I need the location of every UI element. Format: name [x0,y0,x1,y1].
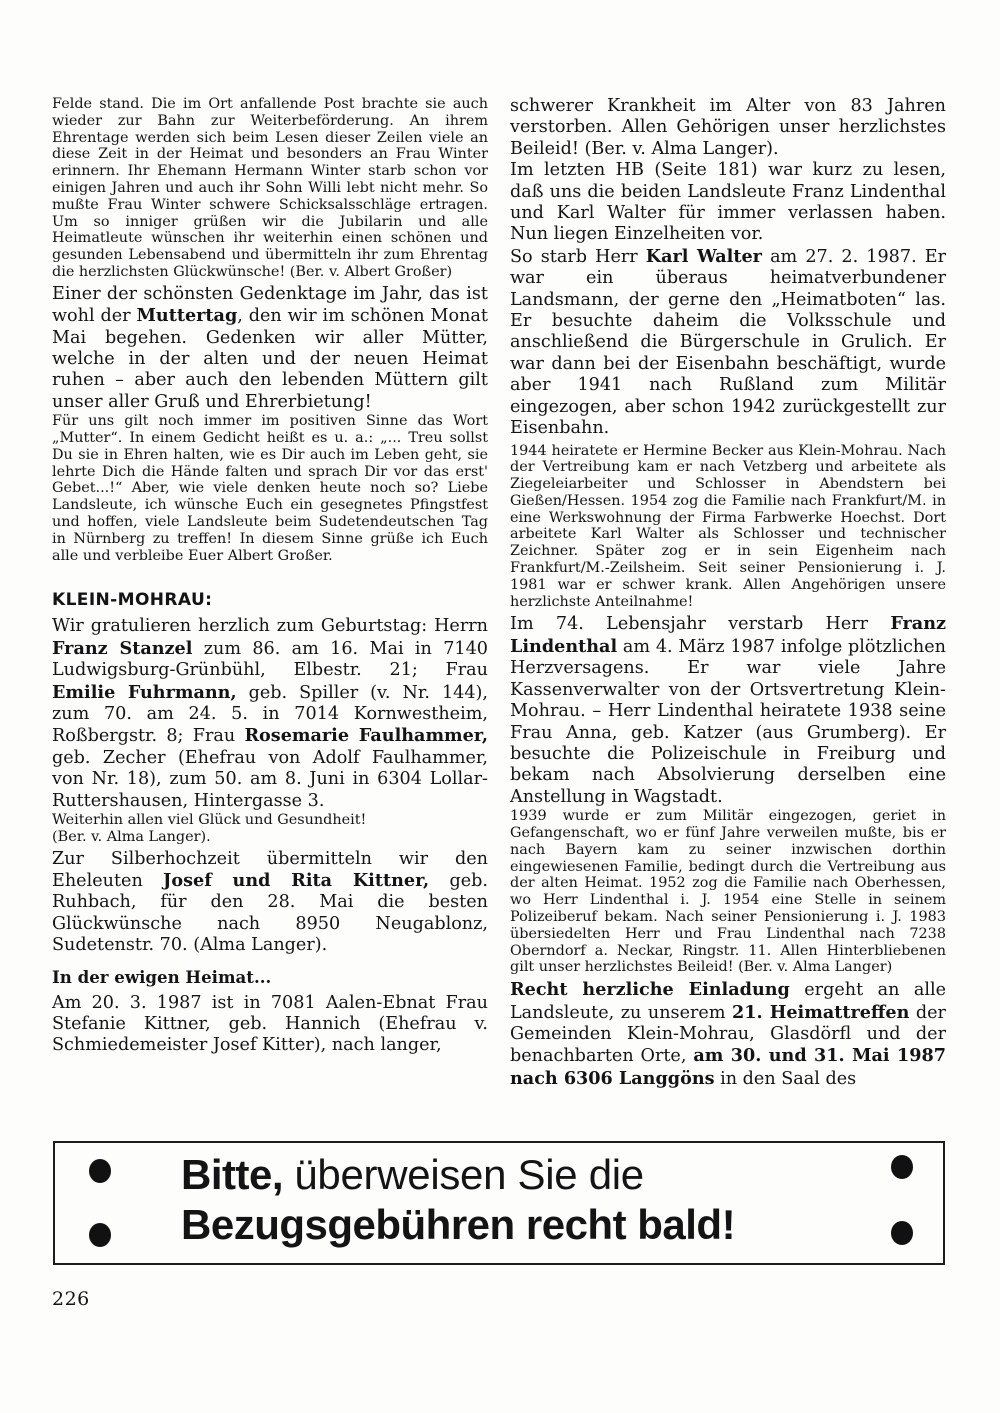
bullet-dot-icon [891,1155,913,1179]
paragraph-einladung: Recht herzliche Einladung ergeht an alle Landsleute, zu unserem 21. Heimattreffen der Gemeinden Klein-Mohrau, Glasdörfl und der benachbarten Orte, am 30. und 31. Mai 1987 nach 6306 Langgöns in den Saal des [510,979,946,1089]
paragraph-wuensche: Weiterhin allen viel Glück und Gesundheit! [52,812,367,829]
banner-line-1: Bitte, überweisen Sie die [181,1151,644,1198]
paragraph-bericht: (Ber. v. Alma Langer). [52,828,211,845]
paragraph-franz-lindenthal-details: 1939 wurde er zum Militär eingezogen, geriet in Gefangenschaft, wo er fünf Jahre verweilen mußte, bis er nach Bayern kam zu seiner inzwischen dorthin eingewiesenen Familie, bedingt durch die Vertreibung aus der alten Heimat. 1952 zog die Familie nach Oberhessen, wo Herr Lindenthal i. J. 1954 eine Stelle in seinem Polizeiberuf bekam. Nach seiner Pensionierung i. J. 1983 übersiedelten Herr und Frau Lindenthal nach 7238 Oberndorf a. Neckar, Ringstr. 11. Allen Hinterbliebenen gilt unser herzlichstes Beileid! (Ber. v. Alma Langer) [510,808,946,976]
bullet-dot-icon [891,1221,913,1245]
subheading-ewige-heimat: In der ewigen Heimat... [52,966,272,987]
paragraph-geburtstag: Wir gratulieren herzlich zum Geburtstag: Herrn Franz Stanzel zum 86. am 16. Mai in 7140 Ludwigsburg-Grünbühl, Elbestr. 21; Frau Emilie Fuhrmann, geb. Spiller (v. Nr. 144), zum 70. am 24. 5. in 7014 Kornwestheim, Roßbergstr. 8; Frau Rosemarie Faulhammer, geb. Zecher (Ehefrau von Adolf Faulhammer, von Nr. 18), zum 50. am 8. Juni in 6304 Lollar-Ruttershausen, Hintergasse 3. [52,616,488,811]
paragraph-karl-walter: So starb Herr Karl Walter am 27. 2. 1987. Er war ein überaus heimatverbundener Landsmann, der gerne den „Heimatboten“ las. Er besuchte daheim die Volksschule und anschließend die Bürgerschule in Grulich. Er war dann bei der Eisenbahn beschäftigt, wurde aber 1941 nach Rußland zum Militär eingezogen, aber schon 1942 zurückgestellt zur Eisenbahn. [510,245,947,439]
paragraph-muttertag: Einer der schönsten Gedenktage im Jahr, das ist wohl der Muttertag, den wir im schönen Monat Mai begehen. Gedenken wir aller Mütter, welche in der alten und der neuen Heimat ruhen – aber auch den lebenden Müttern gilt unser aller Gruß und Ehrerbietung! [52,283,488,412]
paragraph-heimatbote: Im letzten HB (Seite 181) war kurz zu lesen, daß uns die beiden Landsleute Franz Lindenthal und Karl Walter für immer verlassen haben. Nun liegen Einzelheiten vor. [510,160,946,245]
paragraph-gedicht: Für uns gilt noch immer im positiven Sinne das Wort „Mutter“. In einem Gedicht heißt es u. a.: „... Treu sollst Du sie in Ehren halten, wie es Dir auch im Leben geht, sie lehrte Dich die Hände falten und sprach Dir vor das erst' Gebet...!“ Aber, wie viele denken heute noch so? Liebe Landsleute, ich wünsche Euch ein gesegnetes Pfingstfest und hoffen, viele Landsleute beim Sudetendeutschen Tag in Nürnberg zu treffen! In diesem Sinne grüße ich Euch alle und verbleibe Euer Albert Großer. [52,413,488,564]
bullet-dot-icon [89,1223,111,1247]
paragraph-silberhochzeit: Zur Silberhochzeit übermitteln wir den Eheleuten Josef und Rita Kittner, geb. Ruhbach, für den 28. Mai die besten Glückwünsche nach 8950 Neugablonz, Sudetenstr. 70. (Alma Langer). [52,848,488,956]
bullet-dot-icon [89,1159,111,1183]
payment-reminder-banner [53,1141,945,1265]
banner-line-2: Bezugsgebühren recht bald! [181,1201,736,1248]
left-column [52,96,488,1057]
paragraph-karl-walter-details: 1944 heiratete er Hermine Becker aus Klein-Mohrau. Nach der Vertreibung kam er nach Vetzberg und arbeitete als Ziegeleiarbeiter und Schlosser in Abendstern bei Gießen/Hessen. 1954 zog die Familie nach Frankfurt/M. in eine Werkswohnung der Firma Farbwerke Hoechst. Dort arbeitete Karl Walter als Schlosser und technischer Zeichner. Später zog er in sein Eigenheim nach Frankfurt/M.-Zeilsheim. Seit seiner Pensionierung i. J. 1981 war er schwer krank. Allen Angehörigen unsere herzlichste Anteilnahme! [510,442,946,610]
paragraph-kittner-fortsetzung: schwerer Krankheit im Alter von 83 Jahren verstorben. Allen Gehörigen unser herzlichstes Beileid! (Ber. v. Alma Langer). [510,96,946,159]
paragraph-stefanie-kittner: Am 20. 3. 1987 ist in 7081 Aalen-Ebnat Frau Stefanie Kittner, geb. Hannich (Ehefrau v. Schmiedemeister Josef Kitter), nach langer, [52,992,488,1056]
page-number: 226 [52,1288,90,1310]
paragraph-franz-lindenthal: Im 74. Lebensjahr verstarb Herr Franz Lindenthal am 4. März 1987 infolge plötzlichen Herzversagens. Er war viele Jahre Kassenverwalter von der Ortsvertretung Klein-Mohrau. – Herr Lindenthal heiratete 1938 seine Frau Anna, geb. Katzer (aus Grumberg). Er besuchte die Polizeischule in Freiburg und bekam nach Absolvierung derselben eine Anstellung in Wagstadt. [510,613,946,807]
right-column [510,96,946,1090]
section-heading-klein-mohrau: KLEIN-MOHRAU: [52,590,213,611]
paragraph-frau-winter: Felde stand. Die im Ort anfallende Post brachte sie auch wieder zur Bahn zur Weiterbeförderung. An ihrem Ehrentage werden sich beim Lesen dieser Zeilen viele an diese Zeit in der Heimat und besonders an Frau Winter erinnern. Ihr Ehemann Hermann Winter starb schon vor einigen Jahren und auch ihr Sohn Willi lebt nicht mehr. So mußte Frau Winter schwere Schicksalsschläge ertragen. Um so inniger grüßen wir die Jubilarin und alle Heimatleute wünschen ihr weiterhin einen schönen und gesunden Lebensabend und übermitteln ihr zum Ehrentag die herzlichsten Glückwünsche! (Ber. v. Albert Großer) [52,96,488,280]
